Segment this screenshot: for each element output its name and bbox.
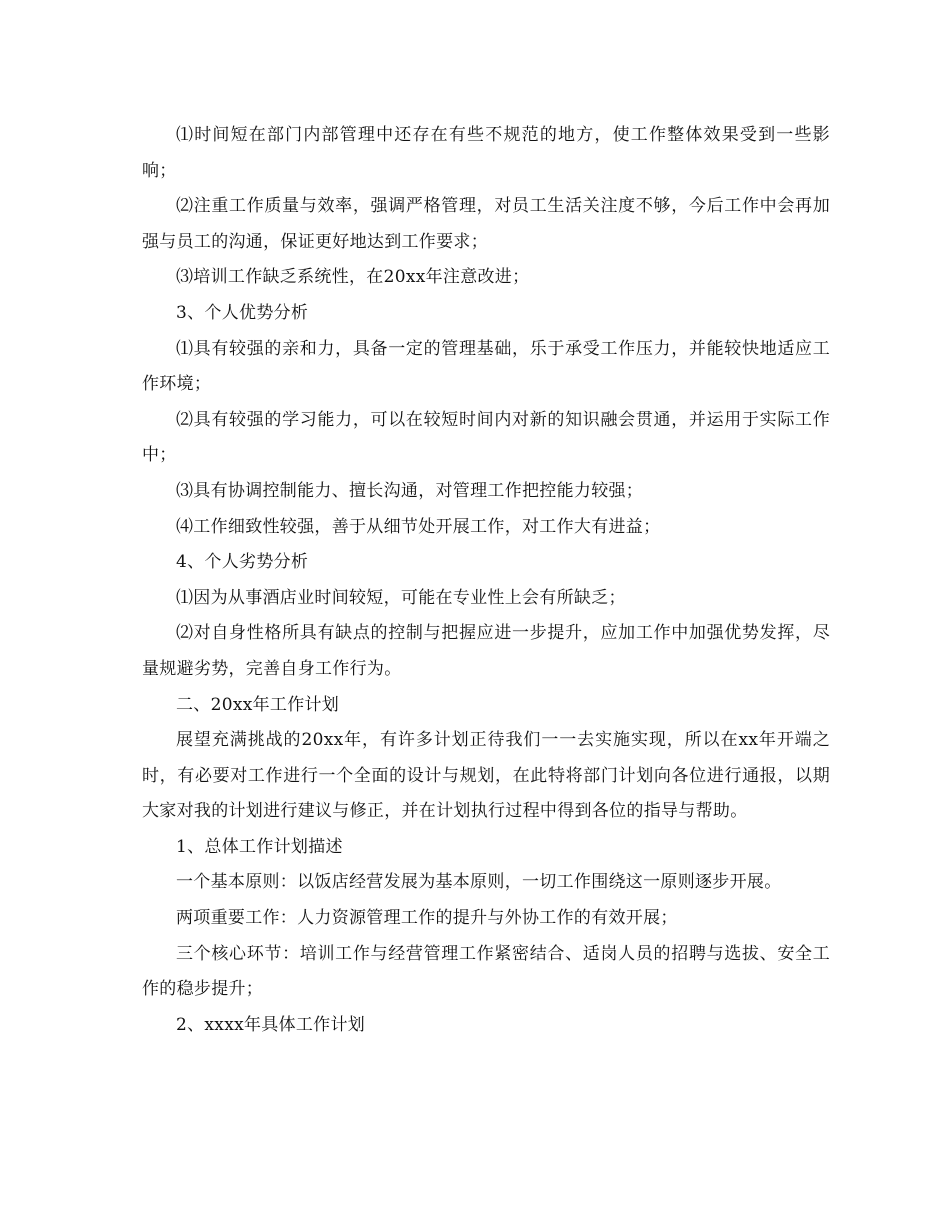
paragraph-strength-3: ⑶具有协调控制能力、擅长沟通，对管理工作把控能力较强； [176,480,644,501]
paragraph-weakness-1: ⑴时间短在部门内部管理中还存在有些不规范的地方，使工作整体效果受到一些影响； [142,125,830,181]
paragraph-strength-2: ⑵具有较强的学习能力，可以在较短时间内对新的知识融会贯通，并运用于实际工作中； [142,409,830,466]
paragraph-three-core-links: 三个核心环节：培训工作与经营管理工作紧密结合、适岗人员的招聘与选拔、安全工作的稳步提升； [142,943,830,1000]
paragraph-strength-1: ⑴具有较强的亲和力，具备一定的管理基础，乐于承受工作压力，并能较快地适应工作环境； [142,338,830,395]
section-heading-strengths: 3、个人优势分析 [176,302,309,323]
paragraph-disadvantage-2: ⑵对自身性格所具有缺点的控制与把握应进一步提升，应加工作中加强优势发挥，尽量规避劣势，完善自身工作行为。 [142,623,830,679]
paragraph-basic-principle: 一个基本原则：以饭店经营发展为基本原则，一切工作围绕这一原则逐步开展。 [176,872,782,893]
section-heading-disadvantages: 4、个人劣势分析 [176,552,309,573]
paragraph-weakness-2: ⑵注重工作质量与效率，强调严格管理，对员工生活关注度不够，今后工作中会再加强与员工的沟通，保证更好地达到工作要求； [142,196,830,252]
section-heading-work-plan: 二、20xx年工作计划 [176,694,340,715]
paragraph-outlook: 展望充满挑战的20xx年，有许多计划正待我们一一去实施实现，所以在xx年开端之时，有必要对工作进行一个全面的设计与规划，在此特将部门计划向各位进行通报，以期大家对我的计划进行建议与修正，并在计划执行过程中得到各位的指导与帮助。 [142,730,830,822]
section-heading-specific-plan: 2、xxxx年具体工作计划 [176,1014,366,1035]
section-heading-overall-plan: 1、总体工作计划描述 [176,836,343,857]
paragraph-disadvantage-1: ⑴因为从事酒店业时间较短，可能在专业性上会有所缺乏； [176,587,626,608]
paragraph-strength-4: ⑷工作细致性较强，善于从细节处开展工作，对工作大有进益； [176,516,661,537]
paragraph-two-key-tasks: 两项重要工作：人力资源管理工作的提升与外协工作的有效开展； [176,908,678,929]
paragraph-weakness-3: ⑶培训工作缺乏系统性，在20xx年注意改进； [176,267,530,288]
